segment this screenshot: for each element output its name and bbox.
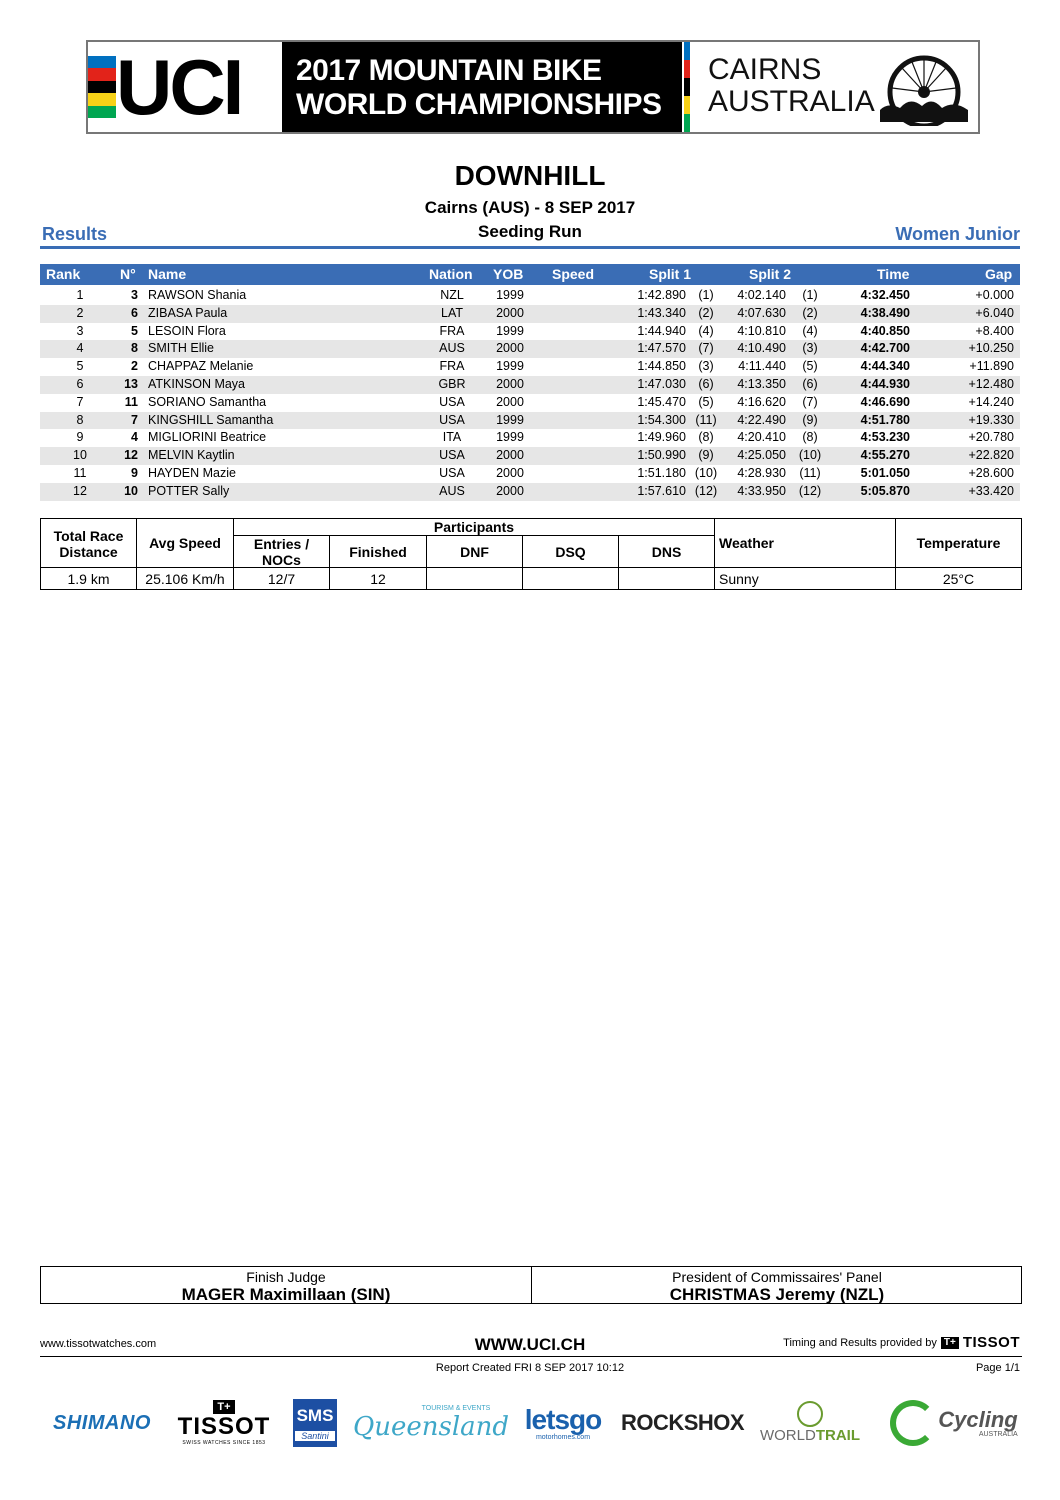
officials-box [40,1266,1022,1304]
category-label: Women Junior [895,224,1020,244]
result-split1: 1:42.890 [637,288,686,302]
result-nation: FRA [439,323,465,338]
result-nation: ITA [442,430,462,445]
result-rank: 3 [76,323,84,338]
race-summary-table [40,518,1022,590]
result-time: 5:01.050 [860,466,910,480]
result-split2: 4:22.490 [737,412,786,427]
result-gap: +12.480 [968,377,1014,391]
result-nation: AUS [439,483,465,498]
result-gap: +10.250 [968,341,1014,356]
result-gap: +0.000 [975,288,1014,302]
result-split2-rank: (9) [802,412,818,427]
rainbow-stripe-divider [684,42,690,132]
result-nation: FRA [439,359,465,374]
result-split1: 1:44.850 [637,359,686,374]
result-split1-rank: (3) [698,359,714,374]
summary-header-participants: Participants [433,519,515,535]
result-split2-rank: (11) [799,466,821,480]
result-bib: 6 [131,305,138,320]
table-row [40,323,1020,341]
result-time: 4:38.490 [860,305,910,320]
result-nation: GBR [438,377,466,391]
sponsor-queensland: TOURISM & EVENTS Queensland [352,1405,510,1442]
result-yob: 1999 [496,359,524,374]
result-split1-rank: (8) [698,430,714,445]
sponsor-sms-santini: SMS Santini [292,1398,338,1448]
result-split2-rank: (4) [802,323,818,338]
result-name: ZIBASA Paula [148,305,228,320]
result-yob: 2000 [496,394,524,409]
result-nation: USA [439,394,465,409]
result-yob: 2000 [496,341,524,356]
sponsor-rockshox: ROCKSHOX [620,1410,745,1435]
result-rank: 2 [76,305,84,320]
result-split1: 1:49.960 [637,430,686,445]
sponsor-tissot: T+ TISSOT SWISS WATCHES SINCE 1853 [177,1401,271,1446]
result-yob: 2000 [496,377,524,391]
banner-title-line2: WORLD CHAMPIONSHIPS [296,88,662,121]
result-split1: 1:47.030 [637,377,686,391]
result-split2-rank: (12) [798,483,822,498]
uci-website-link[interactable]: WWW.UCI.CH [474,1335,586,1354]
result-rank: 10 [73,448,87,463]
sponsor-worldtrail: WORLDTRAIL [756,1398,864,1448]
result-nation: USA [439,412,465,427]
result-name: POTTER Sally [148,483,230,498]
results-label: Results [42,224,108,244]
table-row [40,376,1020,394]
result-name: ATKINSON Maya [148,377,246,391]
bike-wheel-palm-icon [876,48,972,126]
result-time: 4:40.850 [860,323,910,338]
sponsor-cycling-australia: Cycling AUSTRALIA [886,1398,1022,1448]
sponsor-shimano: SHIMANO [53,1411,151,1434]
result-bib: 3 [131,288,138,302]
president-name: CHRISTMAS Jeremy (NZL) [669,1285,885,1304]
result-yob: 2000 [496,483,524,498]
result-split2-rank: (10) [798,448,822,463]
tissot-cross-icon: T+ [941,1337,959,1349]
result-split1-rank: (4) [698,323,714,338]
result-gap: +14.240 [968,394,1014,409]
timing-brand: TISSOT [962,1334,1020,1351]
result-name: CHAPPAZ Melanie [148,359,254,374]
result-nation: USA [439,466,465,480]
banner-title-line1: 2017 MOUNTAIN BIKE [296,54,602,87]
result-split1-rank: (11) [695,412,717,427]
result-split2-rank: (6) [802,377,818,391]
finish-judge [41,1267,531,1303]
header-speed: Speed [552,266,595,282]
result-split1: 1:54.300 [637,412,686,427]
result-rank: 11 [73,466,87,480]
timing-credit [783,1334,1020,1351]
result-split1-rank: (6) [698,377,714,391]
summary-entries: 12/7 [267,571,296,587]
result-time: 4:51.780 [860,412,910,427]
banner-city [708,54,875,118]
result-name: MELVIN Kaytlin [148,448,235,463]
report-created: Report Created FRI 8 SEP 2017 10:12 [435,1362,625,1374]
summary-header-distance: Total Race Distance [53,528,124,560]
tissot-cross-icon: T+ [213,1400,235,1414]
table-row [40,465,1020,483]
summary-finished: 12 [370,571,386,587]
result-yob: 1999 [496,412,524,427]
result-rank: 7 [76,394,84,409]
result-name: LESOIN Flora [148,323,226,338]
result-split2: 4:11.440 [738,359,786,374]
result-split1-rank: (9) [698,448,714,463]
result-time: 4:32.450 [860,288,910,302]
result-split2: 4:02.140 [737,288,786,302]
banner-city-line1: CAIRNS [708,53,822,86]
location-date: Cairns (AUS) - 8 SEP 2017 [424,198,636,217]
result-split2-rank: (8) [802,430,818,445]
result-split1-rank: (10) [694,466,718,480]
summary-temperature: 25°C [942,571,975,587]
summary-header-finished: Finished [349,544,407,560]
result-bib: 9 [131,466,138,480]
result-yob: 1999 [496,430,524,445]
event-banner [86,40,980,134]
rider-icon [797,1401,823,1427]
summary-weather: Sunny [719,571,759,587]
result-gap: +20.780 [968,430,1014,445]
table-row [40,412,1020,430]
finish-judge-role: Finish Judge [246,1269,326,1285]
result-split2: 4:28.930 [737,466,786,480]
tissot-website-link[interactable]: www.tissotwatches.com [40,1338,157,1350]
result-split1: 1:44.940 [637,323,686,338]
result-split1-rank: (5) [698,394,714,409]
table-row [40,394,1020,412]
result-rank: 6 [76,377,84,391]
finish-judge-name: MAGER Maximillaan (SIN) [181,1285,391,1304]
result-split1: 1:45.470 [637,394,686,409]
result-nation: AUS [439,341,465,356]
table-row [40,340,1020,358]
result-yob: 2000 [496,466,524,480]
result-bib: 8 [131,341,138,356]
result-split2: 4:07.630 [737,305,786,320]
table-row [40,305,1020,323]
result-gap: +11.890 [969,359,1014,374]
result-split2: 4:10.490 [737,341,786,356]
discipline-title: DOWNHILL [454,160,606,191]
page-number: Page 1/1 [975,1362,1020,1374]
result-split1: 1:57.610 [637,483,686,498]
result-time: 4:44.930 [860,377,910,391]
header-name: Name [148,266,187,282]
result-split2: 4:13.350 [737,377,786,391]
result-time: 4:44.340 [860,359,910,374]
header-gap: Gap [985,266,1013,282]
banner-title-block [282,42,682,132]
result-gap: +6.040 [975,305,1014,320]
result-split2-rank: (5) [802,359,818,374]
result-gap: +28.600 [968,466,1014,480]
header-time: Time [877,266,910,282]
result-split2: 4:10.810 [737,323,786,338]
summary-header-weather: Weather [719,535,774,551]
table-row [40,287,1020,305]
result-split2: 4:25.050 [737,448,786,463]
result-split1: 1:43.340 [637,305,686,320]
result-rank: 1 [76,288,84,302]
result-time: 4:53.230 [860,430,910,445]
result-yob: 1999 [496,288,524,302]
result-split1-rank: (7) [698,341,714,356]
result-bib: 13 [124,377,138,391]
banner-city-line2: AUSTRALIA [708,85,875,118]
uci-logo: UCI [116,43,242,131]
result-time: 4:55.270 [860,448,910,463]
result-nation: LAT [441,305,463,320]
result-time: 4:46.690 [860,394,910,409]
cycling-swoosh-icon [890,1400,936,1446]
result-bib: 2 [131,359,138,374]
header-bib: N° [120,266,136,282]
result-rank: 9 [76,430,84,445]
result-name: SMITH Ellie [148,341,214,356]
result-split2: 4:33.950 [737,483,786,498]
result-bib: 7 [131,412,138,427]
run-name: Seeding Run [478,222,582,241]
president-role: President of Commissaires' Panel [672,1269,882,1285]
summary-header-dns: DNS [651,544,682,560]
sponsor-letsgo: letsgo motorhomes.com [524,1403,602,1441]
result-bib: 11 [124,394,138,409]
summary-header-entries: Entries / NOCs [253,536,310,568]
commissaires-president [532,1267,1022,1303]
result-rank: 4 [76,341,84,356]
result-rank: 5 [76,359,84,374]
results-table-header [40,264,1020,285]
result-split2-rank: (2) [802,305,818,320]
summary-header-temperature: Temperature [916,535,1001,551]
result-split2-rank: (7) [802,394,818,409]
result-split2: 4:16.620 [737,394,786,409]
table-row [40,447,1020,465]
result-time: 4:42.700 [860,341,910,356]
result-split1: 1:47.570 [637,341,686,356]
result-name: KINGSHILL Samantha [148,412,274,427]
result-time: 5:05.870 [860,483,910,498]
header-nation: Nation [429,266,473,282]
result-split2: 4:20.410 [737,430,786,445]
result-name: SORIANO Samantha [148,394,267,409]
header-yob: YOB [493,266,524,282]
footer-divider [40,1356,1022,1357]
result-split1-rank: (1) [698,288,714,302]
result-yob: 2000 [496,305,524,320]
summary-header-dnf: DNF [460,544,489,560]
table-row [40,358,1020,376]
result-gap: +8.400 [975,323,1014,338]
result-split2-rank: (1) [802,288,818,302]
result-nation: NZL [440,288,464,302]
result-split1-rank: (12) [694,483,718,498]
result-name: RAWSON Shania [148,288,247,302]
result-bib: 12 [124,448,138,463]
result-name: MIGLIORINI Beatrice [148,430,267,445]
table-row [40,483,1020,501]
title-divider [40,246,1020,249]
timing-text: Timing and Results provided by [783,1336,937,1349]
result-split1: 1:51.180 [637,466,686,480]
result-rank: 8 [76,412,84,427]
result-gap: +33.420 [968,483,1014,498]
summary-header-dsq: DSQ [555,544,586,560]
result-bib: 4 [131,430,138,445]
header-rank: Rank [46,266,81,282]
table-row [40,429,1020,447]
header-split2: Split 2 [749,266,792,282]
result-bib: 5 [131,323,138,338]
result-split1-rank: (2) [698,305,714,320]
result-yob: 2000 [496,448,524,463]
result-gap: +22.820 [968,448,1014,463]
result-rank: 12 [73,483,87,498]
header-split1: Split 1 [649,266,692,282]
summary-distance: 1.9 km [67,571,110,587]
result-split1: 1:50.990 [637,448,686,463]
result-bib: 10 [124,483,138,498]
summary-avg-speed: 25.106 Km/h [145,571,225,587]
result-split2-rank: (3) [802,341,818,356]
result-nation: USA [439,448,465,463]
result-name: HAYDEN Mazie [148,466,236,480]
result-gap: +19.330 [968,412,1014,427]
summary-header-avg-speed: Avg Speed [149,535,221,551]
rainbow-stripes [88,56,116,118]
result-yob: 1999 [496,323,524,338]
